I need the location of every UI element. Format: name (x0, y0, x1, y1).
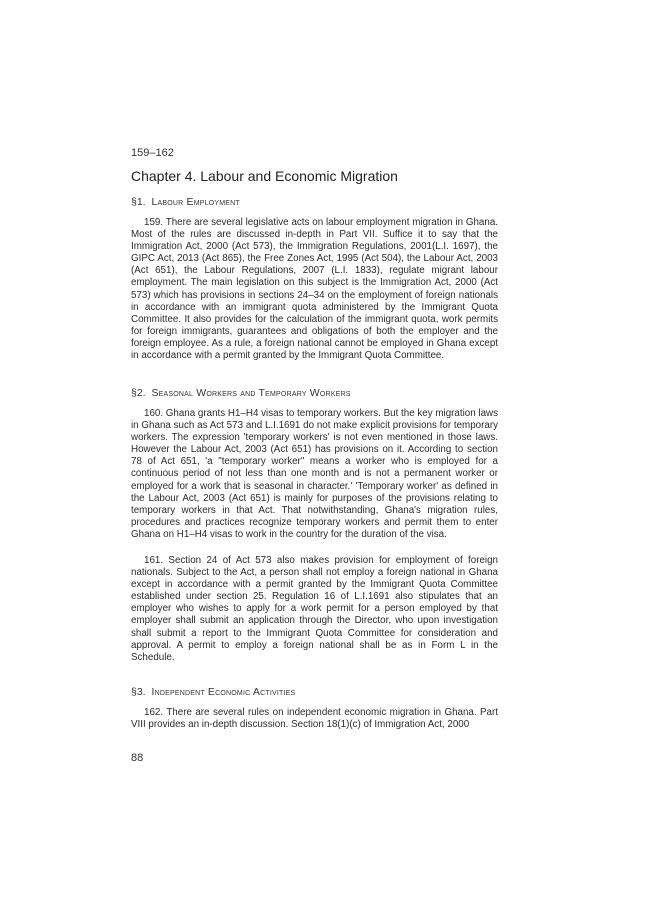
chapter-title: Chapter 4. Labour and Economic Migration (131, 168, 398, 184)
page-number: 88 (131, 752, 144, 764)
section-3-number: §3. (131, 686, 146, 698)
section-1-number: §1. (131, 196, 146, 208)
paragraph-159: 159. There are several legislative acts on labour employment migration in Ghana. Most of the rules are discussed in-depth in Part VII. Suffice it to say that the Immigration Act, 2000 (Act 573), the Immigration Regulations, 2001(L.I. 1697), the GIPC Act, 2013 (Act 865), the Free Zones Act, 1995 (Act 504), the Labour Act, 2003 (Act 651), the Labour Regulations, 2007 (L.I. 1833), regulate migrant labour employment. The main legislation on this subject is the Immigration Act, 2000 (Act 573) which has provisions in sections 24–34 on the employment of foreign nationals in accordance with an immigrant quota administered by the Immigrant Quota Committee. It also provides for the calculation of the immigrant quota, work permits for foreign immigrants, guarantees and obligations of both the employer and the foreign employee. As a rule, a foreign national cannot be employed in Ghana except in accordance with a permit granted by the Immigrant Quota Committee. (131, 217, 498, 362)
section-3-heading (131, 686, 498, 698)
section-2-number: §2. (131, 387, 146, 399)
paragraph-160: 160. Ghana grants H1–H4 visas to temporary workers. But the key migration laws in Ghana such as Act 573 and L.I.1691 do not make explicit provisions for temporary workers. The expression 'temporary workers' is not even mentioned in those laws. However the Labour Act, 2003 (Act 651) has provisions on it. According to section 78 of Act 651, 'a "temporary worker" means a worker who is employed for a continuous period of not less than one month and is not a permanent worker or employed for a work that is seasonal in character.' 'Temporary worker' as defined in the Labour Act, 2003 (Act 651) is mainly for purposes of the provisions relating to temporary workers in that Act. That notwithstanding, Ghana's migration rules, procedures and practices recognize temporary workers and permit them to enter Ghana on H1–H4 visas to work in the country for the duration of the visa. (131, 408, 498, 540)
section-1-heading (131, 196, 498, 208)
section-3-title: Independent Economic Activities (151, 686, 296, 698)
paragraph-161: 161. Section 24 of Act 573 also makes provision for employment of foreign nationals. Subject to the Act, a person shall not employ a foreign national in Ghana except in accordance with a permit granted by the Immigrant Quota Committee established under section 25. Regulation 16 of L.I.1691 also stipulates that an employer who wishes to apply for a work permit for a person employed by that employer shall submit an application through the Director, who upon investigation shall submit a report to the Immigrant Quota Committee for consideration and approval. A permit to employ a foreign national shall be as in Form L in the Schedule. (131, 555, 498, 663)
page-range-header: 159–162 (131, 147, 174, 159)
paragraph-162: 162. There are several rules on independent economic migration in Ghana. Part VIII provides an in-depth discussion. Section 18(1)(c) of Immigration Act, 2000 (131, 707, 498, 731)
section-1-title: Labour Employment (151, 196, 240, 208)
section-2-title: Seasonal Workers and Temporary Workers (151, 387, 351, 399)
section-2-heading (131, 387, 498, 399)
